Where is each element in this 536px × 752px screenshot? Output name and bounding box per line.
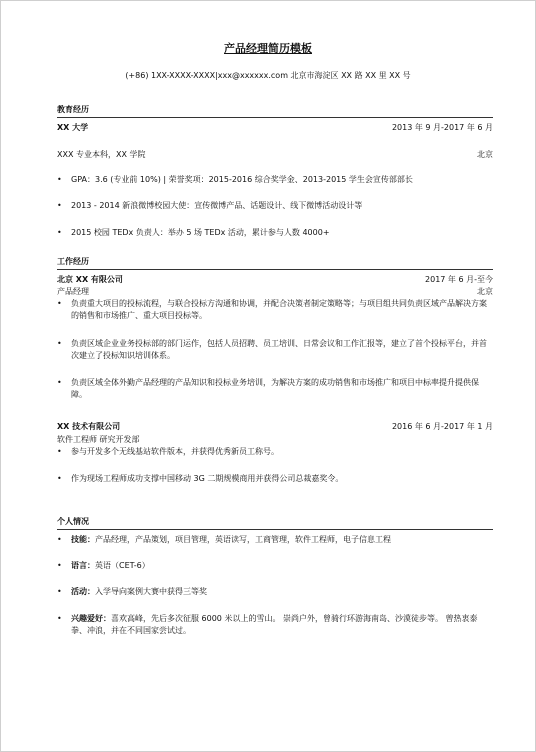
- bullet-icon: •: [57, 201, 62, 210]
- list-item: [57, 174, 493, 186]
- bullet-icon: •: [57, 561, 62, 570]
- job-bullet-text: 负责区域全体外勤产品经理的产品知识和投标业务培训，为解决方案的成功销售和市场推广和项目中标率提升提供保障。: [71, 378, 479, 399]
- education-major-row: [57, 149, 493, 160]
- personal-label: 语言：: [71, 561, 95, 570]
- job-role-row: [57, 434, 493, 445]
- personal-text: 入学导向案例大赛中获得三等奖: [95, 587, 207, 596]
- personal-text: 英语（CET-6）: [95, 561, 150, 570]
- bullet-icon: •: [57, 474, 62, 483]
- personal-text: 喜欢高峰，先后多次征服 6000 米以上的雪山。 崇尚户外，曾骑行环游海南岛、沙漠徒步等。 曾热衷泰拳、冲浪，并在不同国家尝试过。: [71, 614, 478, 635]
- bullet-icon: •: [57, 228, 62, 237]
- bullet-icon: •: [57, 175, 62, 184]
- education-bullet-text: 2013 - 2014 新浪微博校园大使：宣传微博产品、话题设计、线下微博活动设计等: [71, 201, 363, 210]
- bullet-icon: •: [57, 614, 62, 623]
- job-bullet-text: 参与开发多个无线基站软件版本，并获得优秀新员工称号。: [71, 447, 279, 456]
- job-location: 北京: [477, 287, 493, 296]
- education-bullet-text: GPA：3.6 (专业前 10%) | 荣誉奖项：2015-2016 综合奖学金、2013-2015 学生会宣传部部长: [71, 175, 413, 184]
- section-heading-education: 教育经历: [57, 104, 493, 118]
- job-role: 产品经理: [57, 287, 89, 296]
- job-date: 2017 年 6 月-至今: [425, 275, 493, 284]
- education-location: 北京: [477, 150, 493, 159]
- bullet-icon: •: [57, 299, 62, 308]
- list-item: [57, 338, 493, 362]
- education-bullet-text: 2015 校园 TEDx 负责人：举办 5 场 TEDx 活动，累计参与人数 4000+: [71, 228, 330, 237]
- bullet-icon: •: [57, 535, 62, 544]
- job-date: 2016 年 6 月-2017 年 1 月: [391, 422, 493, 431]
- job-role: 软件工程师 研究开发部: [57, 435, 140, 444]
- education-major: XXX 专业本科，XX 学院: [57, 150, 146, 159]
- bullet-icon: •: [57, 587, 62, 596]
- contact-line: (+86) 1XX-XXXX-XXXX|xxx@xxxxxx.com 北京市海淀区 XX 路 XX 里 XX 号: [125, 71, 411, 80]
- list-item: [57, 613, 493, 637]
- bullet-icon: •: [57, 378, 62, 387]
- list-item: [57, 586, 493, 598]
- list-item: [57, 446, 493, 458]
- personal-label: 兴趣爱好：: [71, 614, 111, 623]
- list-item: [57, 473, 493, 485]
- education-date: 2013 年 9 月-2017 年 6 月: [391, 123, 493, 132]
- personal-label: 技能：: [71, 535, 95, 544]
- job-bullet-text: 负责重大项目的投标流程，与联合投标方沟通和协调，并配合决策者制定策略等；与项目组共同负责区域产品解决方案的销售和市场推广、重大项目投标等。: [71, 299, 487, 320]
- list-item: [57, 560, 493, 572]
- page-title: 产品经理简历模板: [224, 42, 312, 55]
- list-item: [57, 377, 493, 401]
- list-item: [57, 227, 493, 239]
- bullet-icon: •: [57, 339, 62, 348]
- school-name: XX 大学: [57, 123, 89, 132]
- job-bullet-text: 负责区域企业业务投标部的部门运作，包括人员招聘、员工培训、日常会议和工作汇报等，建立了首个投标平台，并首次建立了投标知识培训体系。: [71, 339, 487, 360]
- list-item: [57, 534, 493, 546]
- bullet-icon: •: [57, 447, 62, 456]
- personal-label: 活动：: [71, 587, 95, 596]
- section-heading-personal: 个人情况: [57, 516, 493, 530]
- education-header-row: [57, 122, 493, 133]
- list-item: [57, 200, 493, 212]
- personal-text: 产品经理，产品策划，项目管理，英语读写，工商管理，软件工程师，电子信息工程: [95, 535, 391, 544]
- job-bullet-text: 作为现场工程师成功支撑中国移动 3G 二期规模商用并获得公司总裁嘉奖令。: [71, 474, 344, 483]
- company-name: 北京 XX 有限公司: [57, 275, 123, 284]
- job-header-row: [57, 274, 493, 285]
- job-role-row: [57, 286, 493, 297]
- job-header-row: [57, 421, 493, 432]
- list-item: [57, 298, 493, 322]
- company-name: XX 技术有限公司: [57, 422, 121, 431]
- section-heading-work: 工作经历: [57, 256, 493, 270]
